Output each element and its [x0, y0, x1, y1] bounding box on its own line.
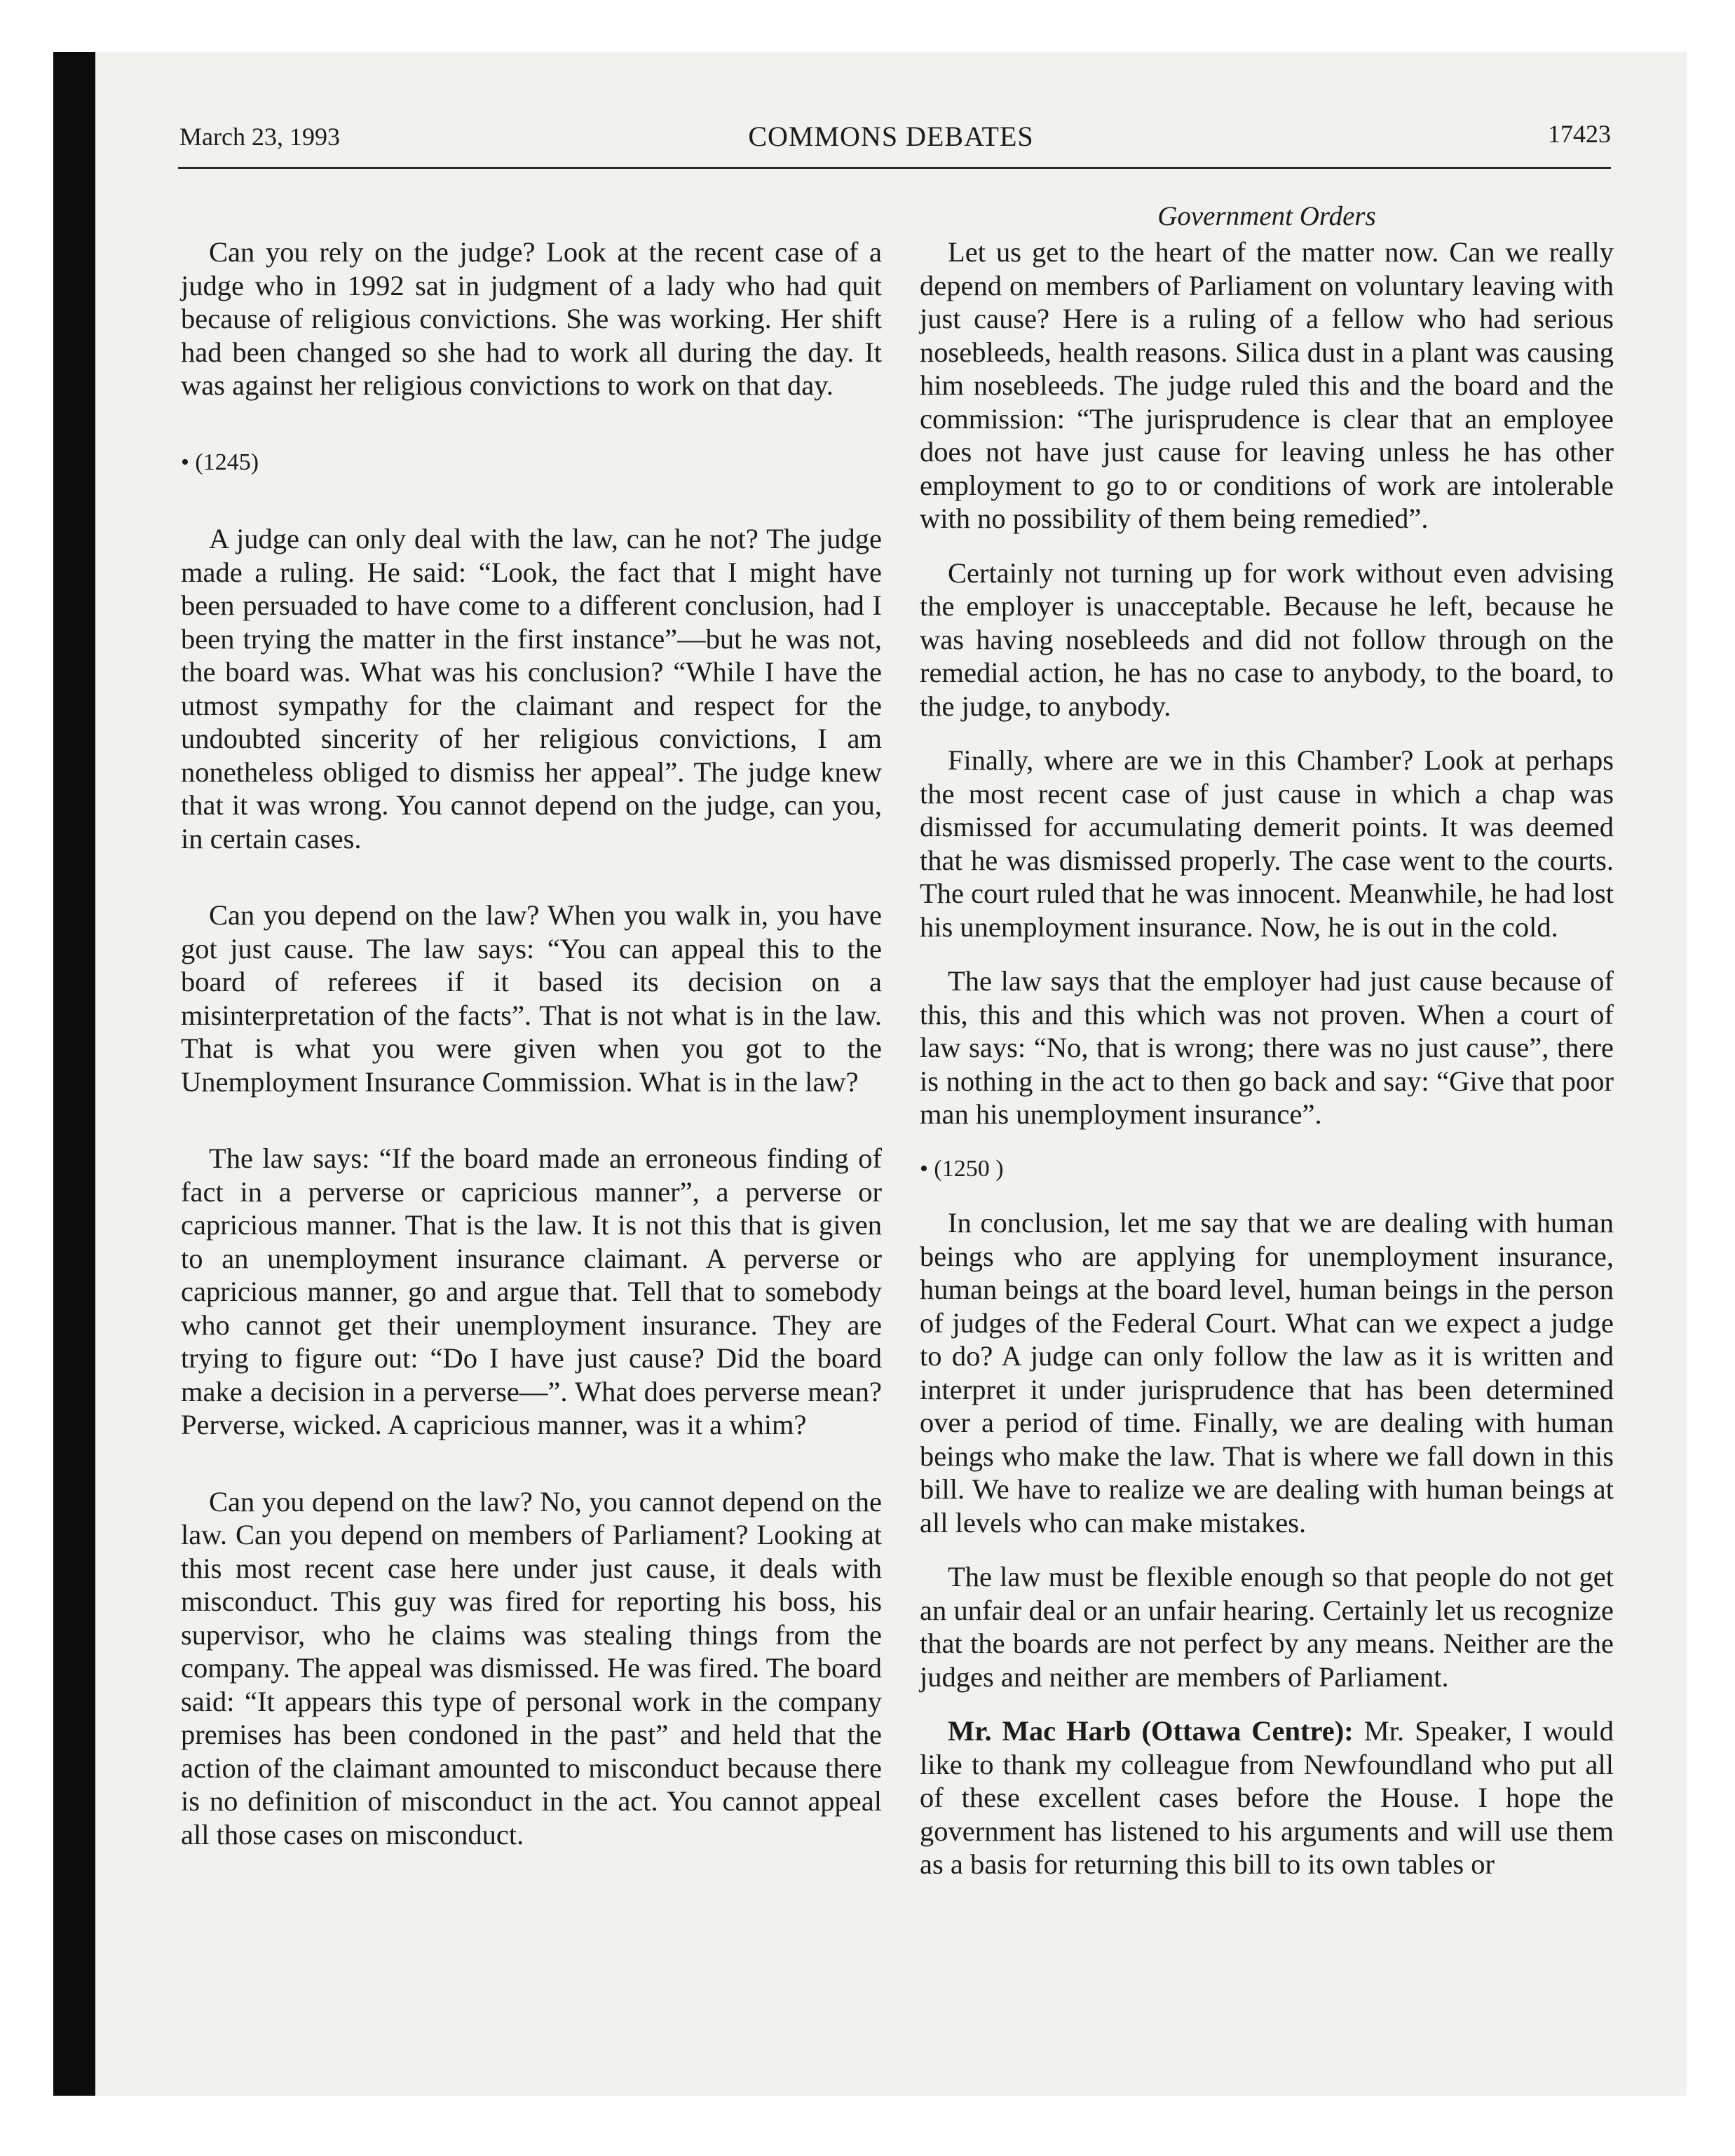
left-column: [181, 236, 882, 1851]
paragraph: Certainly not turning up for work without even advising the employer is unacceptable. Because he left, because he was having nosebleeds and did not follow through on the remedial action, he has no case to anybody, to the board, to the judge, to anybody.: [920, 557, 1614, 722]
paragraph: Let us get to the heart of the matter now. Can we really depend on members of Parliament on voluntary leaving with just cause? Here is a ruling of a fellow who had serious nosebleeds, health reasons. Silica dust in a plant was causing him nosebleeds. The judge ruled this and the board and the commission: “The jurisprudence is clear that an employee does not have just cause for leaving unless he has other employment to go to or conditions of work are intolerable with no possibility of them being remedied”.: [920, 236, 1614, 534]
time-marker: • (1245): [181, 449, 259, 475]
paragraph: In conclusion, let me say that we are dealing with human beings who are applying for unemployment insurance, human beings at the board level, human beings in the person of judges of the Federal Court. What can we expect a judge to do? A judge can only follow the law as it is written and interpret it under jurisprudence that has been determined over a period of time. Finally, we are dealing with human beings who make the law. That is where we fall down in this bill. We have to realize we are dealing with human beings at all levels who can make mistakes.: [920, 1207, 1614, 1538]
page-number: 17423: [1548, 120, 1611, 148]
section-heading: Government Orders: [1157, 201, 1376, 231]
page: [95, 52, 1687, 2096]
header-title: COMMONS DEBATES: [748, 121, 1034, 152]
header-rule: [178, 167, 1611, 169]
paragraph: The law says that the employer had just cause because of this, this and this which was not proven. When a court of law says: “No, that is wrong; there was no just cause”, there is nothing in the act to then go back and say: “Give that poor man his unemployment insurance”.: [920, 965, 1614, 1130]
paragraph: Can you depend on the law? When you walk in, you have got just cause. The law says: “You can appeal this to the board of referees if it based its decision on a misinterpretation of the facts”. That is not what is in the law. That is what you were given when you got to the Unemployment Insurance Commission. What is in the law?: [181, 899, 882, 1098]
right-column: [920, 236, 1614, 1881]
speaker-paragraph: [920, 1714, 1614, 1881]
header-date: March 23, 1993: [179, 123, 340, 151]
paragraph: The law must be flexible enough so that people do not get an unfair deal or an unfair hearing. Certainly let us recognize that the boards are not perfect by any means. Neither are the judges and neither are members of Parliament.: [920, 1561, 1614, 1693]
paragraph: Can you rely on the judge? Look at the recent case of a judge who in 1992 sat in judgment of a lady who had quit because of religious convictions. She was working. Her shift had been changed so she had to work all during the day. It was against her religious convictions to work on that day.: [181, 236, 882, 401]
paragraph: A judge can only deal with the law, can he not? The judge made a ruling. He said: “Look, the fact that I might have been persuaded to have come to a different conclusion, had I been trying the matter in the first instance”—but he was not, the board was. What was his conclusion? “While I have the utmost sympathy for the claimant and respect for the undoubted sincerity of her religious convictions, I am nonetheless obliged to dismiss her appeal”. The judge knew that it was wrong. You cannot depend on the judge, can you, in certain cases.: [181, 523, 882, 854]
paragraph: Finally, where are we in this Chamber? Look at perhaps the most recent case of just cause in which a chap was dismissed for accumulating demerit points. It was deemed that he was dismissed properly. The case went to the courts. The court ruled that he was innocent. Meanwhile, he had lost his unemployment insurance. Now, he is out in the cold.: [920, 744, 1614, 943]
paragraph: The law says: “If the board made an erroneous finding of fact in a perverse or capricious manner”, a perverse or capricious manner. That is the law. It is not this that is given to an unemployment insurance claimant. A perverse or capricious manner, go and argue that. Tell that to somebody who cannot get their unemployment insurance. They are trying to figure out: “Do I have just cause? Did the board make a decision in a perverse—”. What does perverse mean? Perverse, wicked. A capricious manner, was it a whim?: [181, 1142, 882, 1440]
scan-edge-bar: [53, 52, 95, 2096]
time-marker: • (1250 ): [920, 1155, 1004, 1182]
speaker-name: Mr. Mac Harb (Ottawa Centre):: [948, 1715, 1354, 1747]
speech-text: Mr. Speaker, I would like to thank my colleague from Newfoundland who put all of these excellent cases before the House. I hope the government has listened to his arguments and will use them as a basis for returning this bill to its own tables or: [920, 1715, 1614, 1880]
paragraph: Can you depend on the law? No, you cannot depend on the law. Can you depend on members of Parliament? Looking at this most recent case here under just cause, it deals with misconduct. This guy was fired for reporting his boss, his supervisor, who he claims was stealing things from the company. The appeal was dismissed. He was fired. The board said: “It appears this type of personal work in the company premises has been condoned in the past” and held that the action of the claimant amounted to misconduct because there is no definition of misconduct in the act. You cannot appeal all those cases on misconduct.: [181, 1485, 882, 1850]
